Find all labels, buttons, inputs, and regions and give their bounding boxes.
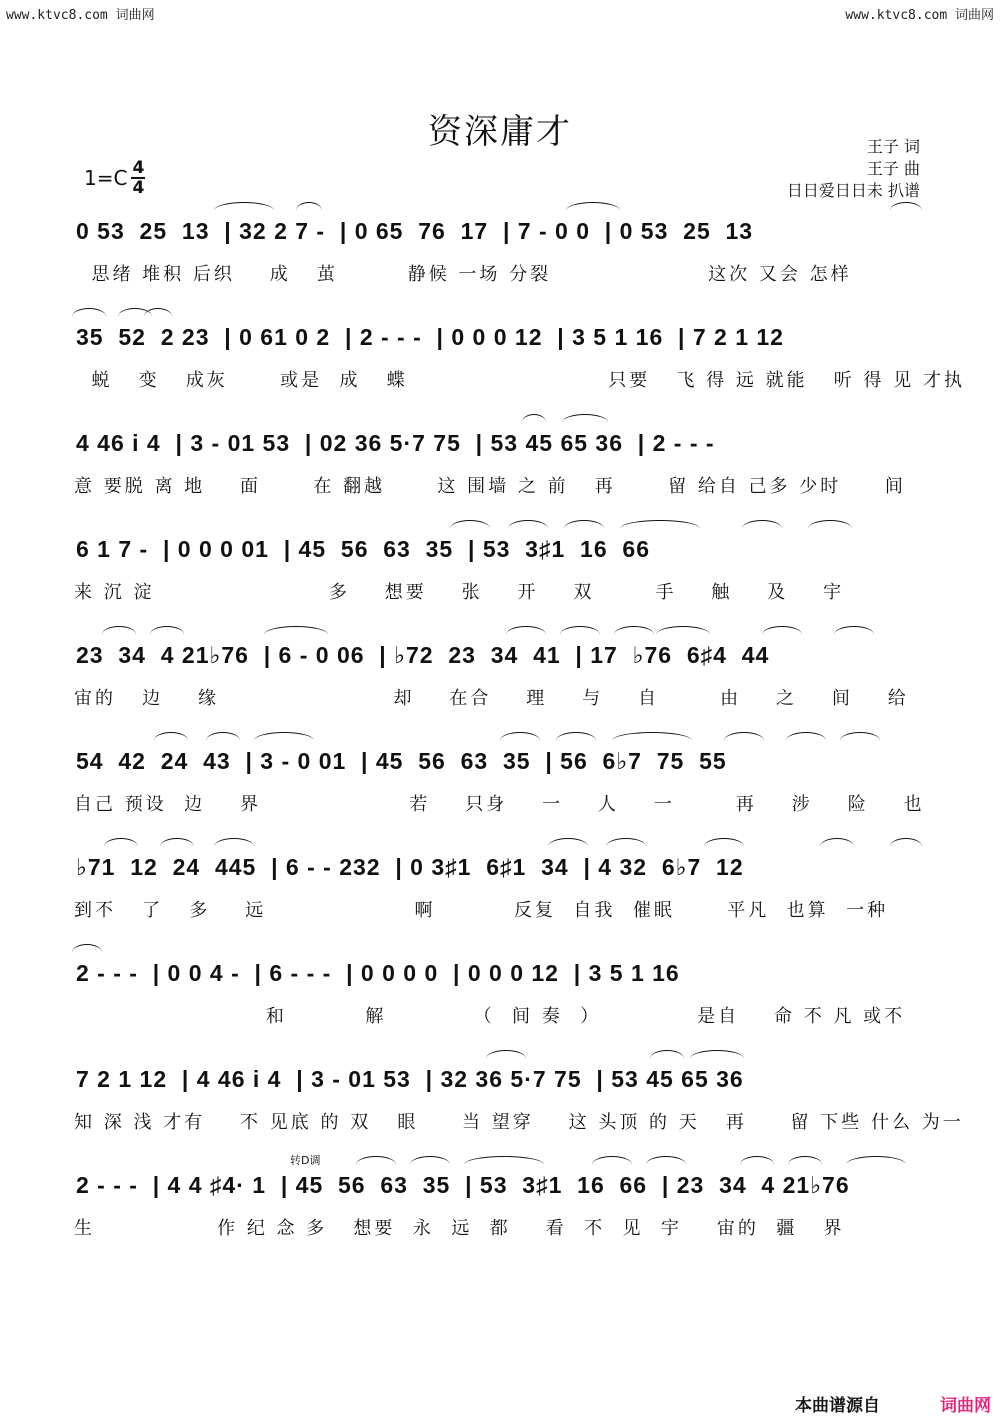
notation-line: 6 1 7 - | 0 0 0 01 | 45 56 63 35 | 53 3♯1 16 66 [76, 536, 650, 562]
lyric-line: 来 沉 淀 多 想要 张 开 双 手 触 及 宇 [74, 582, 845, 603]
lyric-line: 蜕 变 成灰 或是 成 蝶 只要 飞 得 远 就能 听 得 见 才执 [74, 370, 965, 391]
notation-line: 2 - - - | 0 0 4 - | 6 - - - | 0 0 0 0 | 0 0 0 12 | 3 5 1 16 [76, 960, 680, 986]
key-label: 1=C [84, 166, 128, 190]
lyric-line: 知 深 浅 才有 不 见底 的 双 眼 当 望穿 这 头顶 的 天 再 留 下些 什么 为一 [74, 1112, 964, 1133]
key-signature [84, 160, 145, 196]
composer-credit: 王子 曲 [866, 159, 920, 178]
notation-line: 2 - - - | 4 4 ♯4· 1 | 45 56 63 35 | 53 3♯1 16 66 | 23 34 4 21♭76 [76, 1172, 850, 1198]
score-row [0, 1046, 1000, 1156]
transcriber-credit: 日日爱日日未 扒谱 [786, 181, 920, 200]
notation-line: 4 46 i 4 | 3 - 01 53 | 02 36 5·7 75 | 53 45 65 36 | 2 - - - [76, 430, 715, 456]
score-row [0, 304, 1000, 414]
time-signature [131, 160, 145, 196]
footer-brand-logo[interactable]: 词曲网 [940, 1396, 991, 1416]
time-bottom: 4 [132, 178, 145, 198]
score-row [0, 198, 1000, 308]
watermark-right: www.ktvc8.com 词曲网 [845, 8, 994, 23]
song-title: 资深庸才 [428, 112, 572, 152]
lyricist-credit: 王子 词 [866, 137, 920, 156]
time-top: 4 [132, 158, 145, 178]
score-row [0, 834, 1000, 944]
lyric-line: 生 作 纪 念 多 想要 永 远 都 看 不 见 宇 宙的 疆 界 [74, 1218, 845, 1239]
score-row [0, 940, 1000, 1050]
notation-line: 7 2 1 12 | 4 46 i 4 | 3 - 01 53 | 32 36 5·7 75 | 53 45 65 36 [76, 1066, 744, 1092]
notation-line: 35 52 2 23 | 0 61 0 2 | 2 - - - | 0 0 0 12 | 3 5 1 16 | 7 2 1 12 [76, 324, 784, 350]
footer-source-text: 本曲谱源自 [795, 1396, 880, 1416]
score-row [0, 410, 1000, 520]
credits [787, 136, 920, 202]
notation-line: 54 42 24 43 | 3 - 0 01 | 45 56 63 35 | 56 6♭7 75 55 [76, 748, 727, 774]
score-row [0, 622, 1000, 732]
lyric-line: 自己 预设 边 界 若 只身 一 人 一 再 涉 险 也 [74, 794, 925, 815]
notation-line: 23 34 4 21♭76 | 6 - 0 06 | ♭72 23 34 41 | 17 ♭76 6♯4 44 [76, 642, 770, 668]
score-row [0, 1152, 1000, 1262]
score-row [0, 516, 1000, 626]
watermark-left: www.ktvc8.com 词曲网 [6, 8, 155, 23]
lyric-line: 意 要脱 离 地 面 在 翻越 这 围墙 之 前 再 留 给自 己多 少时 间 [74, 476, 906, 497]
lyric-line: 宙的 边 缘 却 在合 理 与 自 由 之 间 给 [74, 688, 909, 709]
score-row [0, 728, 1000, 838]
notation-line: ♭71 12 24 445 | 6 - - 232 | 0 3♯1 6♯1 34 | 4 32 6♭7 12 [76, 854, 744, 880]
lyric-line: 到不 了 多 远 啊 反复 自我 催眠 平凡 也算 一种 [74, 900, 889, 921]
notation-line: 0 53 25 13 | 32 2 7 - | 0 65 76 17 | 7 - 0 0 | 0 53 25 13 [76, 218, 754, 244]
lyric-line: 思绪 堆积 后织 成 茧 静候 一场 分裂 这次 又会 怎样 [74, 264, 852, 285]
lyric-line: 和 解 （ 间 奏 ） 是自 命 不 凡 或不 [74, 1006, 906, 1027]
modulation-label: 转D调 [290, 1154, 321, 1167]
